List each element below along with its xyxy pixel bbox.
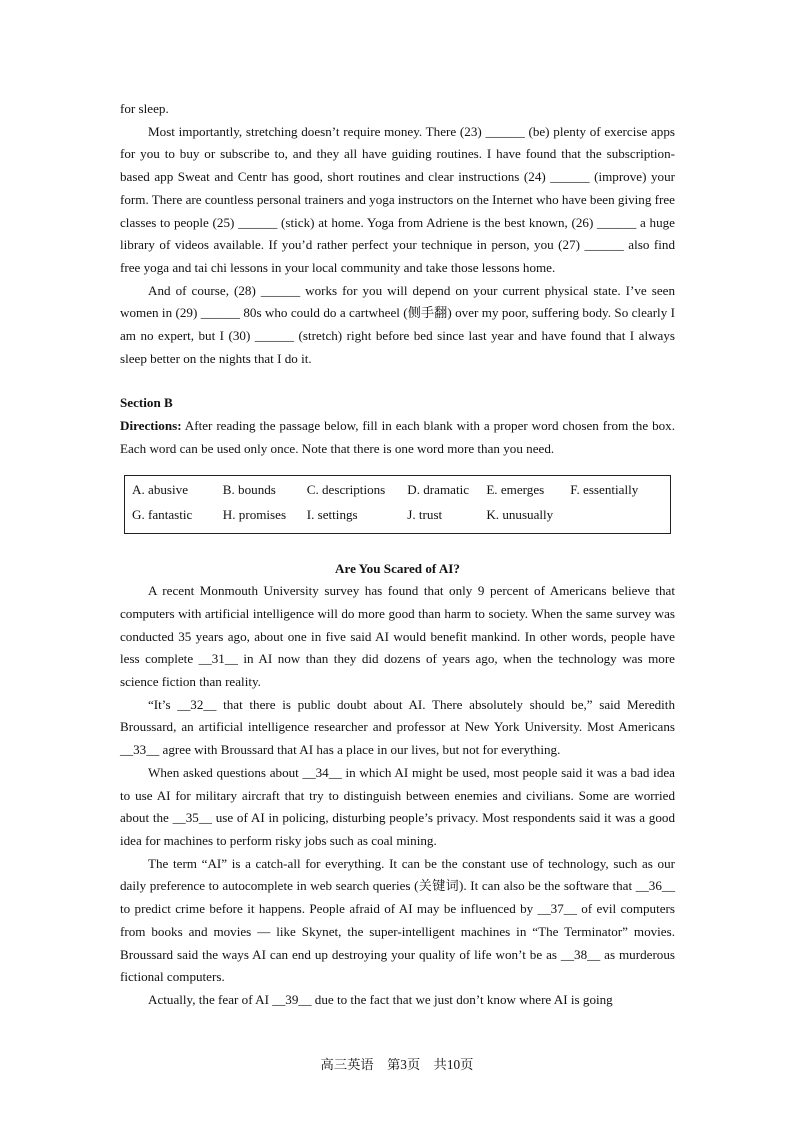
word-option: G. fantastic <box>132 506 193 522</box>
passage-paragraph: When asked questions about __34__ in which AI might be used, most people said it was a bad idea to use AI for military aircraft that try to distinguish between enemies and civilians. Some are worried about the __35__ use of AI in policing, disturbing people’s privacy. Most respondents said it was a good idea for machines to perform risky jobs such as coal mining. <box>120 764 675 848</box>
page-footer: 高三英语 第3页 共10页 <box>320 1057 474 1072</box>
word-option: A. abusive <box>132 481 189 497</box>
passage-paragraph: The term “AI” is a catch-all for everything. It can be the constant use of technology, such as our daily preference to autocomplete in web search queries (关键词). It can also be the software that __36__ to predict crime before it happens. People afraid of AI may be influenced by __37__ of evil computers from books and movies — like Skynet, the super-intelligent machines in “The Terminator” movies. Broussard said the ways AI can end up destroying your quality of life won’t be as __38__ as murderous fictional computers. <box>120 855 675 985</box>
word-option: E. emerges <box>486 481 545 497</box>
passage-paragraph: “It’s __32__ that there is public doubt about AI. There absolutely should be,” said Meredith Broussard, an artificial intelligence researcher and professor at New York University. Most Americans __33__ agree with Broussard that AI has a place in our lives, but not for everything. <box>120 696 675 758</box>
word-box-row <box>132 503 663 528</box>
word-option: C. descriptions <box>306 481 386 497</box>
word-option: I. settings <box>306 506 358 522</box>
word-box-row <box>132 478 663 503</box>
word-option: H. promises <box>222 506 287 522</box>
intro-paragraph: And of course, (28) ______ works for you will depend on your current physical state. I’ve seen women in (29) ______ 80s who could do a cartwheel (侧手翻) over my poor, suffering body. So clearly I am no expert, but I (30) ______ (stretch) right before bed since last year and have found that I always sleep better on the nights that I do it. <box>120 282 675 366</box>
word-box <box>124 475 671 534</box>
intro-paragraph: Most importantly, stretching doesn’t require money. There (23) ______ (be) plenty of exercise apps for you to buy or subscribe to, and they all have guiding routines. I have found that the subscription-based app Sweat and Centr has good, short routines and clear instructions (24) ______ (improve) your form. There are countless personal trainers and yoga instructors on the Internet who have been giving free classes to people (25) ______ (stick) at home. Yoga from Adriene is the best known, (26) ______ a huge library of videos available. If you’d rather perfect your technique in person, you (27) ______ also find free yoga and tai chi lessons in your local community and take those lessons home. <box>120 123 675 275</box>
section-heading: Section B <box>120 395 173 411</box>
page-content <box>120 98 675 1012</box>
intro-paragraph: for sleep. <box>120 101 169 116</box>
passage-paragraph: A recent Monmouth University survey has found that only 9 percent of Americans believe that computers with artificial intelligence will do more good than harm to society. When the same survey was conducted 35 years ago, about one in five said AI would benefit mankind. In other words, people have less complete __31__ in AI now than they did dozens of years ago, when the technology was more science fiction than reality. <box>120 583 675 690</box>
word-option: B. bounds <box>222 481 276 497</box>
word-option: D. dramatic <box>407 481 470 497</box>
word-option: J. trust <box>407 506 443 522</box>
word-option: F. essentially <box>570 481 639 497</box>
passage-paragraph: Actually, the fear of AI __39__ due to the fact that we just don’t know where AI is going <box>148 991 613 1007</box>
word-option: K. unusually <box>486 506 554 522</box>
directions <box>120 415 675 460</box>
passage-body <box>120 580 675 1011</box>
directions-label: Directions: <box>120 418 182 434</box>
directions-text: After reading the passage below, fill in each blank with a proper word chosen from the box. Each word can be used only once. Note that there is one word more than you need. <box>120 418 675 456</box>
intro-section <box>120 98 675 370</box>
passage-title: Are You Scared of AI? <box>335 560 460 576</box>
